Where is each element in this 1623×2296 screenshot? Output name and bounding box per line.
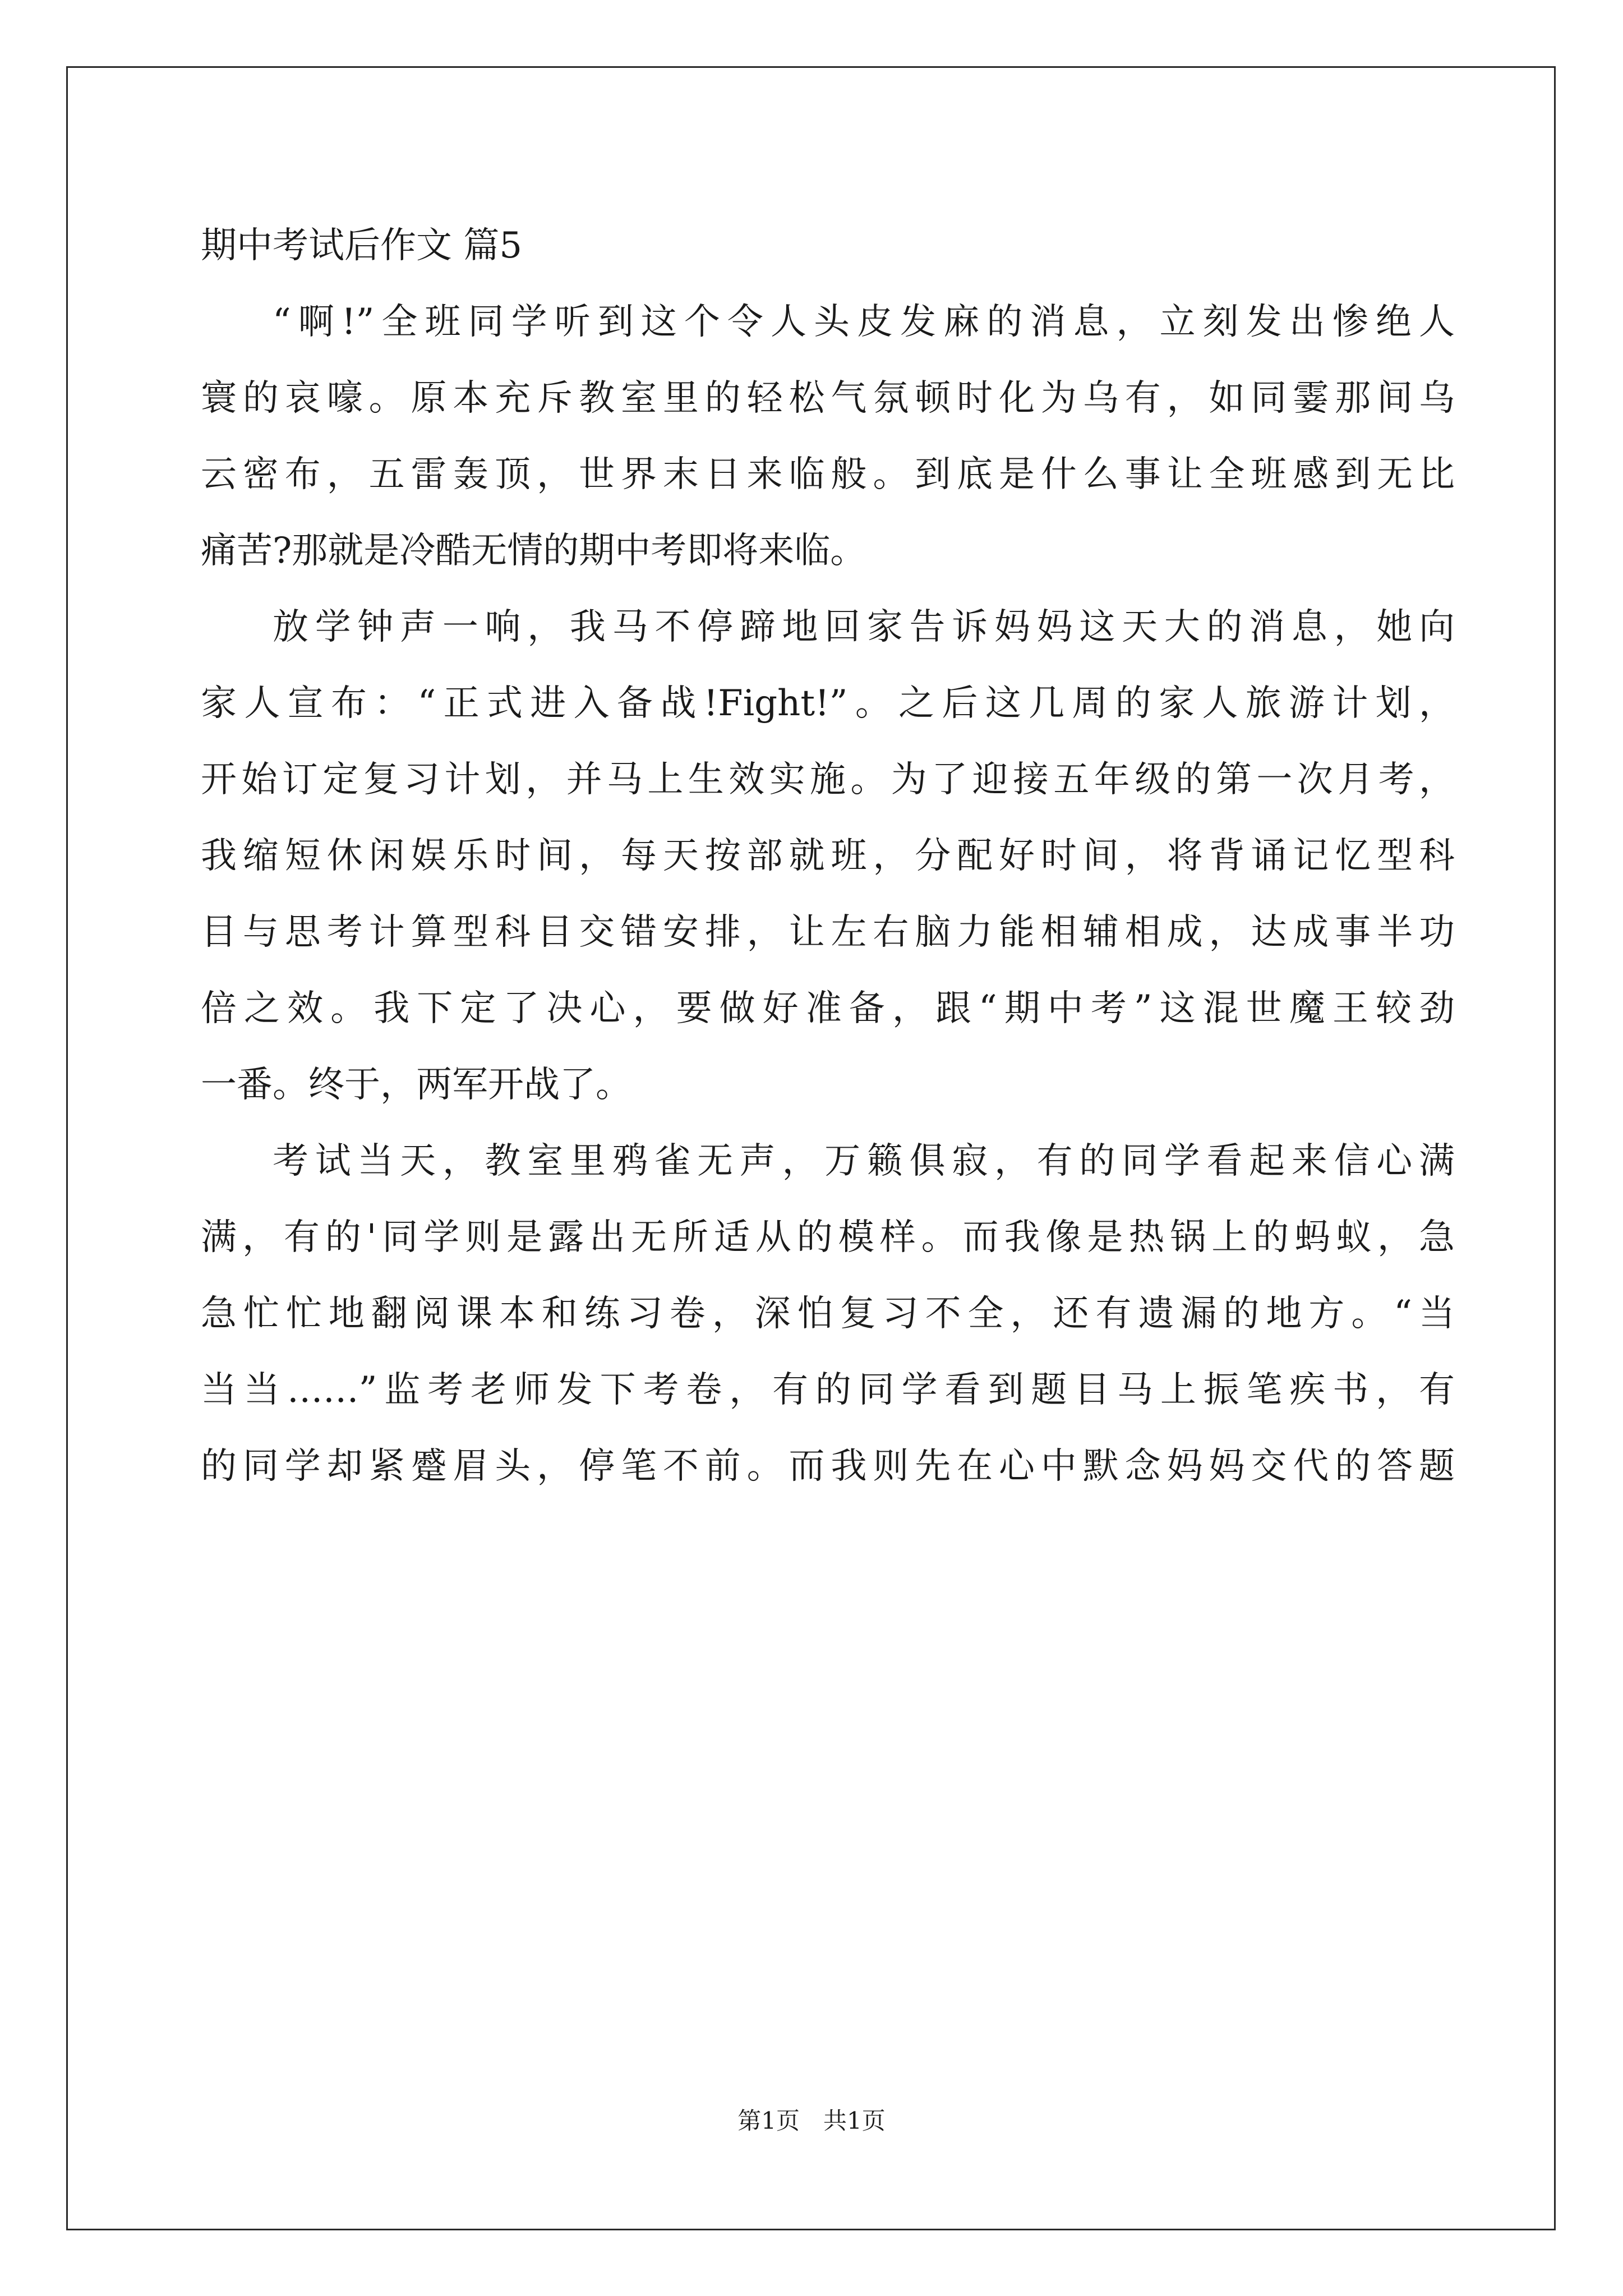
- text-line: 寰的哀嚎。原本充斥教室里的轻松气氛顿时化为乌有，如同霎那间乌: [201, 378, 1455, 419]
- document-title: 期中考试后作文 篇5: [201, 225, 523, 266]
- text-line: 当当……”监考老师发下考卷，有的同学看到题目马上振笔疾书，有: [201, 1369, 1455, 1411]
- text-line: 放学钟声一响，我马不停蹄地回家告诉妈妈这天大的消息，她向: [273, 606, 1455, 648]
- text-line: 满，有的'同学则是露出无所适从的模样。而我像是热锅上的蚂蚁，急: [201, 1217, 1455, 1258]
- paragraph-1: [201, 284, 1455, 589]
- document-body: [201, 208, 1455, 1504]
- text-line: 家人宣布：“正式进入备战!Fight!”。之后这几周的家人旅游计划，: [201, 683, 1455, 724]
- text-line: 目与思考计算型科目交错安排，让左右脑力能相辅相成，达成事半功: [201, 912, 1455, 953]
- text-line: 云密布，五雷轰顶，世界末日来临般。到底是什么事让全班感到无比: [201, 454, 1455, 495]
- text-line: 急忙忙地翻阅课本和练习卷，深怕复习不全，还有遗漏的地方。“当: [201, 1293, 1455, 1335]
- text-line: 一番。终于，两军开战了。: [201, 1064, 631, 1106]
- text-line: 开始订定复习计划，并马上生效实施。为了迎接五年级的第一次月考，: [201, 759, 1455, 800]
- text-line: 倍之效。我下定了决心，要做好准备，跟“期中考”这混世魔王较劲: [201, 988, 1455, 1029]
- paragraph-3: [201, 1123, 1455, 1504]
- text-line: 考试当天，教室里鸦雀无声，万籁俱寂，有的同学看起来信心满: [273, 1140, 1455, 1182]
- text-line: 的同学却紧蹙眉头，停笔不前。而我则先在心中默念妈妈交代的答题: [201, 1446, 1455, 1487]
- text-line: 我缩短休闲娱乐时间，每天按部就班，分配好时间，将背诵记忆型科: [201, 835, 1455, 877]
- text-line: “啊!”全班同学听到这个令人头皮发麻的消息，立刻发出惨绝人: [273, 301, 1455, 343]
- text-line: 痛苦?那就是冷酷无情的期中考即将来临。: [201, 530, 866, 572]
- paragraph-2: [201, 589, 1455, 1123]
- page-number-footer: 第1页 共1页: [737, 2107, 886, 2134]
